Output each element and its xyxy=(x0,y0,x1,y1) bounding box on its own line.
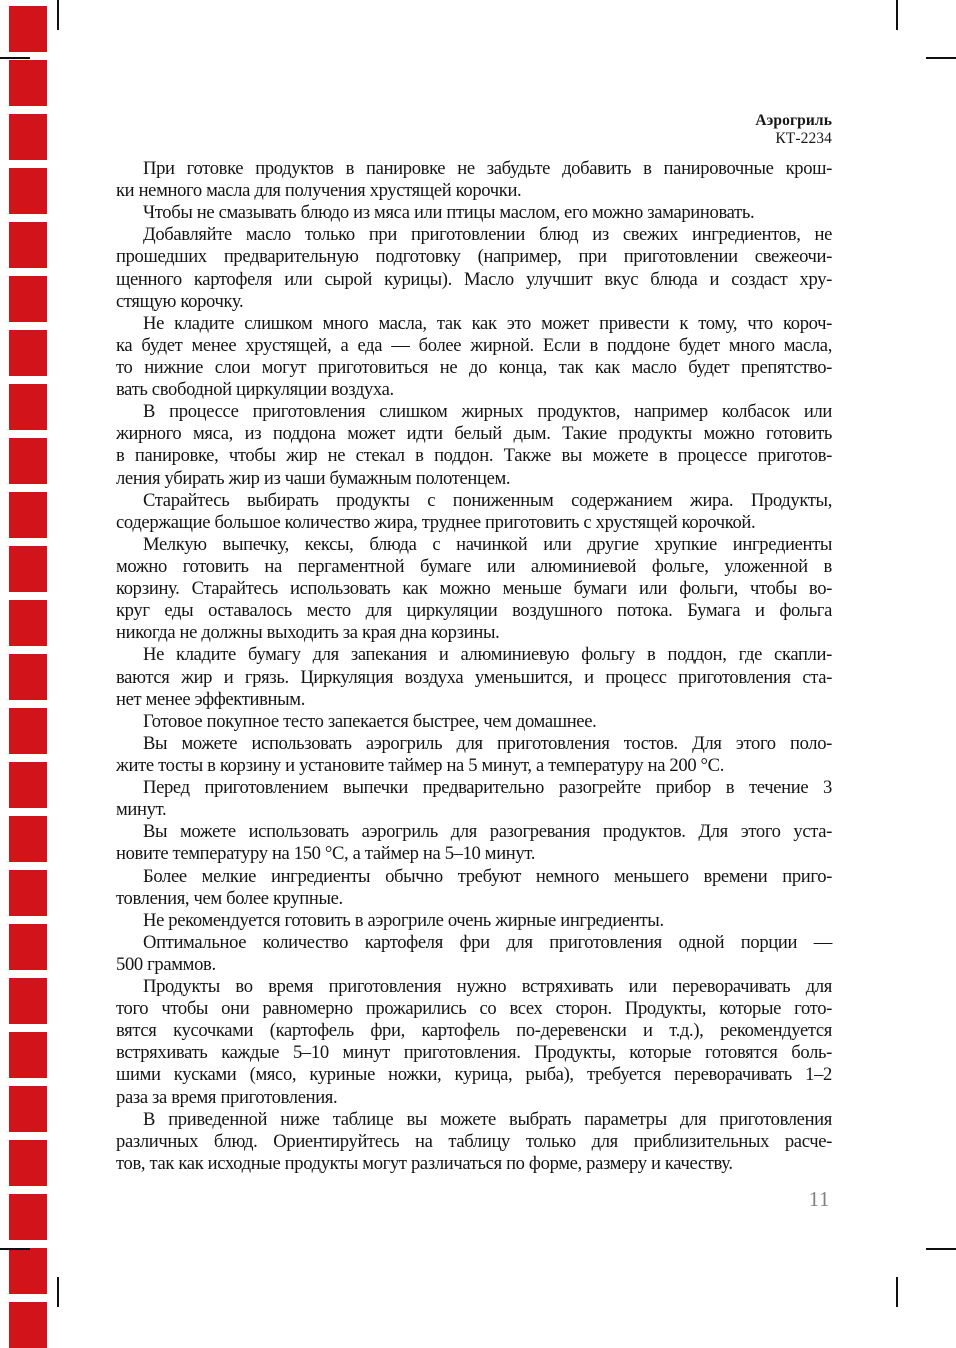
crop-mark xyxy=(926,1248,956,1250)
paragraph xyxy=(116,401,832,489)
text-line: В процессе приготовления слишком жирных продуктов, например колбасок или xyxy=(143,401,832,423)
text-line: Вы можете использовать аэрогриль для разогревания продуктов. Для этого уста- xyxy=(143,821,832,843)
text-line: Не кладите бумагу для запекания и алюминиевую фольгу в поддон, где скапли- xyxy=(143,644,832,666)
red-bar-segment xyxy=(9,1302,47,1348)
body-text xyxy=(116,158,832,1175)
text-line: 500 граммов. xyxy=(116,953,216,975)
text-line: раза за время приготовления. xyxy=(116,1086,338,1108)
text-line: содержащие большое количество жира, труднее приготовить с хрустящей корочкой. xyxy=(116,511,756,533)
crop-mark xyxy=(57,1277,59,1307)
red-bar-segment xyxy=(9,438,47,484)
paragraph xyxy=(116,490,832,534)
text-line: в панировке, чтобы жир не стекал в поддон. Также вы можете в процессе приготов- xyxy=(116,445,832,467)
text-line: новите температуру на 150 °С, а таймер на 5–10 минут. xyxy=(116,843,536,865)
paragraph xyxy=(116,733,832,777)
paragraph xyxy=(116,821,832,865)
red-bar-segment xyxy=(9,384,47,430)
page-number: 11 xyxy=(808,1187,830,1211)
text-line: В приведенной ниже таблице вы можете выбрать параметры для приготовления xyxy=(143,1108,832,1130)
crop-mark xyxy=(57,0,59,30)
red-bar-segment xyxy=(9,168,47,214)
red-bar-segment xyxy=(9,492,47,538)
red-bar-segment xyxy=(9,1194,47,1240)
paragraph xyxy=(116,534,832,645)
text-line: ки немного масла для получения хрустящей корочки. xyxy=(116,180,522,202)
red-dashed-edge-bar xyxy=(0,0,56,1307)
text-line: то нижние слои могут приготовиться не до конца, так как масло будет препятство- xyxy=(116,356,832,378)
text-line: ления убирать жир из чаши бумажным полотенцем. xyxy=(116,467,511,489)
text-line: шими кусками (мясо, куриные ножки, курица, рыба), требуется переворачивать 1–2 xyxy=(116,1064,832,1086)
paragraph xyxy=(116,777,832,821)
header-model: КТ-2234 xyxy=(775,129,832,147)
paragraph xyxy=(116,932,832,976)
text-line: нет менее эффективным. xyxy=(116,688,306,710)
crop-mark xyxy=(0,57,30,59)
red-bar-segment xyxy=(9,114,47,160)
paragraph xyxy=(116,313,832,401)
red-bar-segment xyxy=(9,924,47,970)
red-bar-segment xyxy=(9,816,47,862)
red-bar-segment xyxy=(9,870,47,916)
text-line: минут. xyxy=(116,799,167,821)
text-line: встряхивать каждые 5–10 минут приготовления. Продукты, которые готовятся боль- xyxy=(116,1042,832,1064)
text-line: Не кладите слишком много масла, так как это может привести к тому, что короч- xyxy=(143,312,832,334)
text-line: никогда не должны выходить за края дна корзины. xyxy=(116,622,500,644)
text-line: корзину. Старайтесь использовать как можно меньше бумаги или фольги, чтобы во- xyxy=(116,578,832,600)
text-line: стящую корочку. xyxy=(116,290,244,312)
header-brand: Аэрогриль xyxy=(755,112,832,129)
text-line: товления, чем более крупные. xyxy=(116,887,343,909)
red-bar-segment xyxy=(9,6,47,52)
paragraph xyxy=(116,202,832,224)
text-line: тов, так как исходные продукты могут различаться по форме, размеру и качеству. xyxy=(116,1152,733,1174)
text-line: Готовое покупное тесто запекается быстрее, чем домашнее. xyxy=(143,710,597,732)
red-bar-segment xyxy=(9,546,47,592)
text-line: круг еды оставалось место для циркуляции воздушного потока. Бумага и фольга xyxy=(116,600,832,622)
text-line: ваются жир и грязь. Циркуляция воздуха уменьшится, и процесс приготовления ста- xyxy=(116,666,832,688)
text-line: Продукты во время приготовления нужно встряхивать или переворачивать для xyxy=(143,976,832,998)
text-line: Старайтесь выбирать продукты с пониженным содержанием жира. Продукты, xyxy=(143,489,832,511)
paragraph xyxy=(116,976,832,1109)
red-bar-segment xyxy=(9,1086,47,1132)
text-line: различных блюд. Ориентируйтесь на таблицу только для приблизительных расче- xyxy=(116,1130,832,1152)
red-bar-segment xyxy=(9,222,47,268)
text-line: жирного мяса, из поддона может идти белый дым. Такие продукты можно готовить xyxy=(116,423,832,445)
page-header xyxy=(755,112,832,147)
paragraph xyxy=(116,1109,832,1175)
red-bar-segment xyxy=(9,276,47,322)
red-bar-segment xyxy=(9,708,47,754)
text-line: жите тосты в корзину и установите таймер на 5 минут, а температуру на 200 °С. xyxy=(116,754,724,776)
paragraph xyxy=(116,866,832,910)
red-bar-segment xyxy=(9,600,47,646)
text-line: Вы можете использовать аэрогриль для приготовления тостов. Для этого поло- xyxy=(143,732,832,754)
text-line: прошедших предварительную подготовку (например, при приготовлении свежеочи- xyxy=(116,246,832,268)
text-line: щенного картофеля или сырой курицы). Масло улучшит вкус блюда и создаст хру- xyxy=(116,268,832,290)
text-line: При готовке продуктов в панировке не забудьте добавить в панировочные крош- xyxy=(143,158,832,179)
paragraph xyxy=(116,910,832,932)
red-bar-segment xyxy=(9,1032,47,1078)
crop-mark xyxy=(896,1277,898,1307)
red-bar-segment xyxy=(9,762,47,808)
text-line: Оптимальное количество картофеля фри для приготовления одной порции — xyxy=(143,931,832,953)
text-line: Добавляйте масло только при приготовлении блюд из свежих ингредиентов, не xyxy=(143,224,832,246)
text-line: Перед приготовлением выпечки предварительно разогрейте прибор в течение 3 xyxy=(143,777,832,799)
text-line: можно готовить на пергаментной бумаге или алюминиевой фольге, уложенной в xyxy=(116,555,832,577)
text-line: Более мелкие ингредиенты обычно требуют немного меньшего времени приго- xyxy=(143,865,832,887)
red-bar-segment xyxy=(9,1248,47,1294)
paragraph xyxy=(116,158,832,202)
paragraph xyxy=(116,224,832,312)
red-bar-segment xyxy=(9,978,47,1024)
red-bar-segment xyxy=(9,330,47,376)
text-line: того чтобы они равномерно прожарились со всех сторон. Продукты, которые гото- xyxy=(116,998,832,1020)
text-line: Чтобы не смазывать блюдо из мяса или птицы маслом, его можно замариновать. xyxy=(143,202,755,224)
text-line: ка будет менее хрустящей, а еда — более жирной. Если в поддоне будет много масла, xyxy=(116,334,832,356)
crop-mark xyxy=(926,57,956,59)
text-line: вать свободной циркуляции воздуха. xyxy=(116,379,394,401)
crop-mark xyxy=(0,1248,30,1250)
crop-mark xyxy=(896,0,898,30)
paragraph xyxy=(116,644,832,710)
red-bar-segment xyxy=(9,1140,47,1186)
red-bar-segment xyxy=(9,60,47,106)
text-line: Мелкую выпечку, кексы, блюда с начинкой или другие хрупкие ингредиенты xyxy=(143,533,832,555)
paragraph xyxy=(116,711,832,733)
text-line: вятся кусочками (картофель фри, картофель по-деревенски и т.д.), рекомендуется xyxy=(116,1020,832,1042)
text-line: Не рекомендуется готовить в аэрогриле очень жирные ингредиенты. xyxy=(143,909,664,931)
red-bar-segment xyxy=(9,654,47,700)
